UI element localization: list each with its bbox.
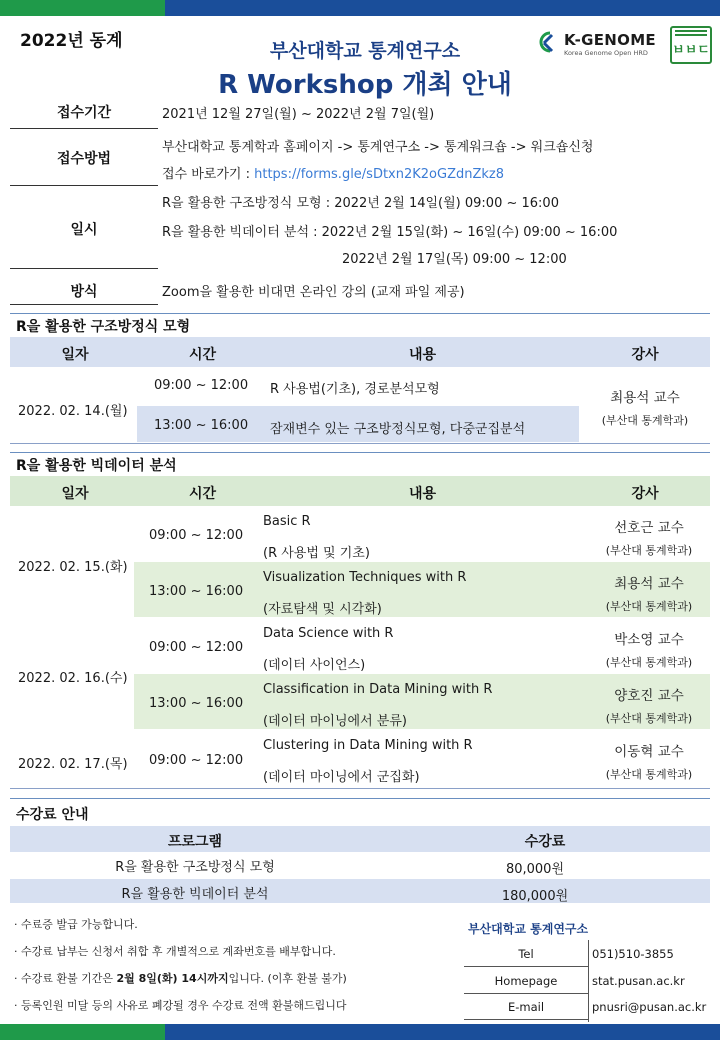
sem-lecturer: 최용석 교수	[610, 390, 680, 406]
k-genome-icon	[538, 30, 562, 56]
note-certificate: · 수료증 발급 가능합니다.	[14, 918, 138, 931]
bigdata-header-time: 시간	[188, 486, 217, 502]
bigdata-table-header	[10, 476, 710, 506]
sem-row1-content: R 사용법(기초), 경로분석모형	[270, 382, 440, 397]
sem-row1-time: 09:00 ~ 12:00	[154, 378, 249, 393]
bigdata-row5-time: 09:00 ~ 12:00	[149, 753, 244, 768]
contact-home-value[interactable]: stat.pusan.ac.kr	[592, 974, 685, 988]
schedule-line3: 2022년 2월 17일(목) 09:00 ~ 12:00	[342, 252, 567, 267]
sem-table-header	[10, 337, 710, 367]
bigdata-date-2: 2022. 02. 16.(수)	[18, 671, 128, 686]
sem-date: 2022. 02. 14.(월)	[18, 404, 128, 419]
table-divider	[10, 788, 710, 789]
contact-title: 부산대학교 통계연구소	[468, 922, 589, 936]
divider	[10, 268, 158, 269]
note-refund-deadline: 2월 8일(화) 14시까지	[116, 972, 229, 985]
sem-row2-content: 잠재변수 있는 구조방정식모형, 다중군집분석	[270, 422, 526, 437]
k-genome-logo	[538, 30, 678, 58]
bigdata-row1-content-en: Basic R	[263, 514, 311, 529]
fee-header-price: 수강료	[524, 834, 566, 850]
bigdata-row2-content-en: Visualization Techniques with R	[263, 570, 467, 585]
year-label: 2022년 동계	[20, 31, 123, 51]
bigdata-row5-content-en: Clustering in Data Mining with R	[263, 738, 473, 753]
contact-line	[464, 1019, 588, 1020]
bigdata-row3-affil: (부산대 통계학과)	[605, 656, 693, 669]
org-name: 부산대학교 통계연구소	[269, 40, 461, 62]
bigdata-header-lecturer: 강사	[631, 486, 659, 502]
sem-header-lecturer: 강사	[631, 347, 659, 363]
section-line	[10, 313, 710, 314]
fee-row2-program: R을 활용한 빅데이터 분석	[121, 887, 269, 902]
method-line1: 부산대학교 통계학과 홈페이지 -> 통계연구소 -> 통계워크숍 -> 워크숍신청	[162, 140, 594, 155]
bigdata-row1-lecturer: 선호근 교수	[614, 520, 684, 536]
bigdata-date-1: 2022. 02. 15.(화)	[18, 560, 128, 575]
fee-row1-program: R을 활용한 구조방정식 모형	[115, 860, 275, 875]
mode-value: Zoom을 활용한 비대면 온라인 강의 (교재 파일 제공)	[162, 285, 465, 300]
divider	[10, 128, 158, 129]
sem-lecturer-affil: (부산대 통계학과)	[601, 414, 689, 427]
emblem-text: ㅂㅂㄷ	[672, 43, 710, 58]
divider	[10, 304, 158, 305]
method-label: 접수방법	[56, 151, 112, 167]
bigdata-row3-lecturer: 박소영 교수	[614, 632, 684, 648]
fee-table-header	[10, 826, 710, 852]
fee-section-title: 수강료 안내	[16, 807, 89, 823]
bigdata-row4-content-en: Classification in Data Mining with R	[263, 682, 493, 697]
bigdata-row5-affil: (부산대 통계학과)	[605, 768, 693, 781]
bigdata-row2-content-ko: (자료탐색 및 시각화)	[263, 602, 382, 617]
signup-link[interactable]: https://forms.gle/sDtxn2K2oGZdnZkz8	[254, 167, 505, 182]
mode-label: 방식	[70, 284, 98, 300]
bigdata-row3-content-en: Data Science with R	[263, 626, 394, 641]
bigdata-row1-affil: (부산대 통계학과)	[605, 544, 693, 557]
bigdata-row5-lecturer: 이동혁 교수	[614, 744, 684, 760]
contact-home-label: Homepage	[494, 974, 558, 988]
note-refund-prefix: · 수강료 환불 기간은	[14, 972, 117, 985]
note-cancellation: · 등록인원 미달 등의 사유로 폐강될 경우 수강료 전액 환불해드립니다	[14, 999, 347, 1012]
page-title: R Workshop 개최 안내	[218, 70, 512, 100]
fee-header-program: 프로그램	[167, 834, 223, 850]
bigdata-row5-content-ko: (데이터 마이닝에서 군집화)	[263, 770, 420, 785]
sem-header-time: 시간	[188, 347, 217, 363]
schedule-line1: R을 활용한 구조방정식 모형 : 2022년 2월 14일(월) 09:00 ~ 16:00	[162, 196, 559, 211]
period-label: 접수기간	[56, 105, 112, 121]
note-payment: · 수강료 납부는 신청서 취합 후 개별적으로 계좌번호를 배부합니다.	[14, 945, 336, 958]
bigdata-row3-time: 09:00 ~ 12:00	[149, 640, 244, 655]
note-refund-suffix: 입니다. (이후 환불 불가)	[228, 972, 347, 985]
schedule-label: 일시	[70, 222, 98, 238]
section-line	[10, 798, 710, 799]
bigdata-row1-time: 09:00 ~ 12:00	[149, 528, 244, 543]
bigdata-row1-content-ko: (R 사용법 및 기초)	[263, 546, 370, 561]
sem-row2-time: 13:00 ~ 16:00	[154, 418, 249, 433]
schedule-line2: R을 활용한 빅데이터 분석 : 2022년 2월 15일(화) ~ 16일(수) 09:00 ~ 16:00	[162, 225, 618, 240]
contact-divider	[588, 940, 589, 1022]
sem-header-date: 일자	[61, 347, 89, 363]
bigdata-row4-affil: (부산대 통계학과)	[605, 712, 693, 725]
bigdata-header-date: 일자	[61, 486, 89, 502]
top-color-bar	[0, 0, 720, 16]
bigdata-section-title: R을 활용한 빅데이터 분석	[16, 458, 177, 474]
contact-email-label: E-mail	[507, 1000, 545, 1014]
logo-name: K-GENOME	[564, 31, 656, 49]
logo-subtitle: Korea Genome Open HRD	[564, 49, 648, 57]
method-line2	[162, 163, 504, 182]
university-emblem	[670, 26, 712, 64]
contact-line	[464, 993, 588, 994]
table-divider	[10, 443, 710, 444]
contact-line	[464, 966, 588, 967]
note-refund	[14, 970, 347, 986]
bigdata-row4-lecturer: 양호진 교수	[614, 688, 684, 704]
contact-tel-value: 051)510-3855	[592, 947, 674, 961]
bigdata-row2-time: 13:00 ~ 16:00	[149, 584, 244, 599]
fee-row2-price: 180,000원	[501, 889, 569, 904]
section-line	[10, 452, 710, 453]
bigdata-row4-content-ko: (데이터 마이닝에서 분류)	[263, 714, 407, 729]
bigdata-row2-affil: (부산대 통계학과)	[605, 600, 693, 613]
method-link-prefix: 접수 바로가기 :	[162, 167, 255, 182]
fee-row1-price: 80,000원	[505, 862, 565, 877]
period-value: 2021년 12월 27일(월) ~ 2022년 2월 7일(월)	[162, 107, 435, 122]
bigdata-row3-content-ko: (데이터 사이언스)	[263, 658, 366, 673]
bigdata-row2-lecturer: 최용석 교수	[614, 576, 684, 592]
contact-tel-label: Tel	[518, 947, 534, 961]
divider	[10, 185, 158, 186]
bigdata-row4-time: 13:00 ~ 16:00	[149, 696, 244, 711]
bottom-color-bar	[0, 1024, 720, 1040]
sem-section-title: R을 활용한 구조방정식 모형	[16, 319, 191, 335]
sem-header-content: 내용	[408, 347, 437, 363]
bigdata-date-3: 2022. 02. 17.(목)	[18, 757, 128, 772]
contact-email-value[interactable]: pnusri@pusan.ac.kr	[592, 1000, 707, 1014]
bigdata-header-content: 내용	[408, 486, 437, 502]
